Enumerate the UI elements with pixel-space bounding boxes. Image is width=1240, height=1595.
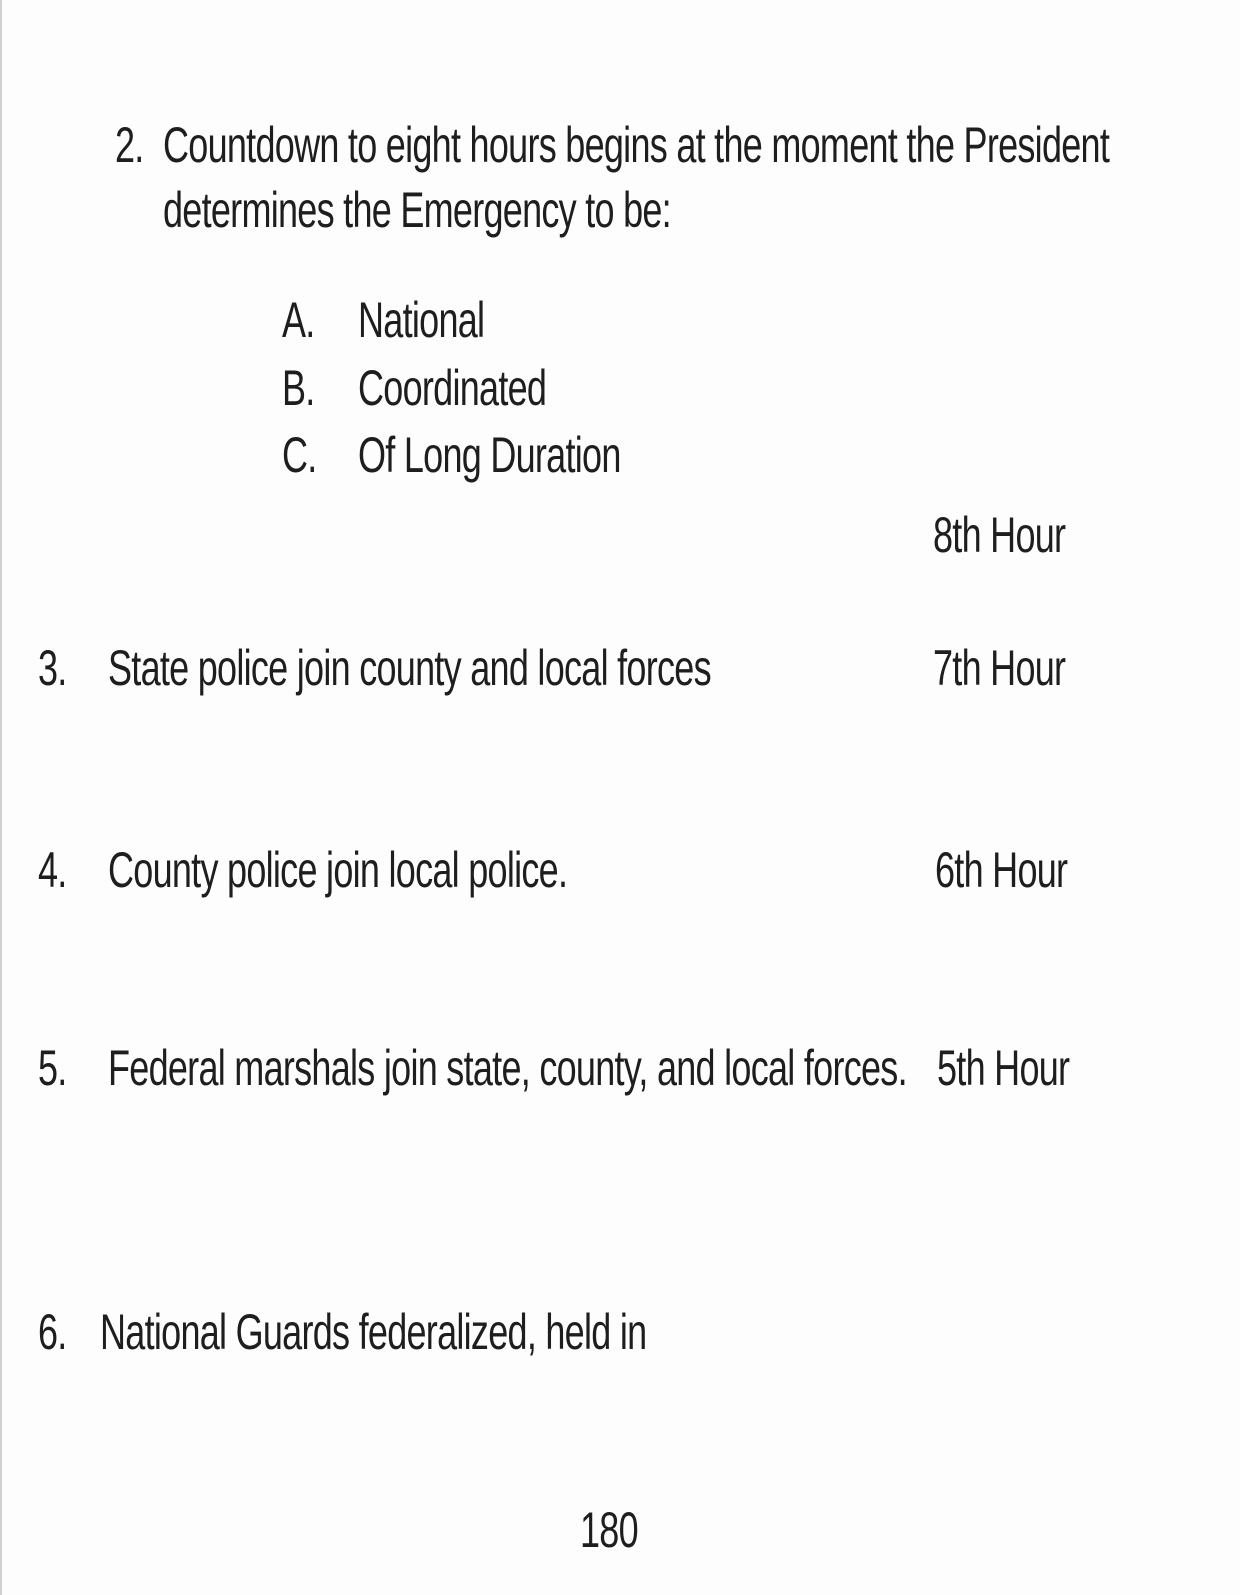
- item-number: 5.: [38, 1040, 67, 1096]
- option-text: National: [358, 292, 485, 348]
- hour-label: 7th Hour: [933, 640, 1066, 696]
- option-letter: A.: [282, 292, 315, 348]
- item-number: 3.: [38, 640, 67, 696]
- item-number: 4.: [38, 842, 67, 898]
- option-letter: B.: [282, 360, 315, 416]
- option-letter: C.: [282, 427, 317, 483]
- item-text: County police join local police.: [108, 842, 568, 898]
- item-2-line1: Countdown to eight hours begins at the moment the President: [163, 117, 1110, 173]
- item-number: 6.: [38, 1304, 67, 1360]
- hour-label: 8th Hour: [933, 507, 1066, 563]
- page-edge: [0, 0, 2, 1595]
- item-2-number: 2.: [115, 117, 144, 173]
- item-text: Federal marshals join state, county, and local forces.: [108, 1040, 907, 1096]
- item-2-line2: determines the Emergency to be:: [163, 182, 671, 238]
- item-text: National Guards federalized, held in: [100, 1304, 647, 1360]
- hour-label: 5th Hour: [937, 1040, 1070, 1096]
- option-text: Coordinated: [358, 360, 547, 416]
- item-text: State police join county and local forces: [108, 640, 711, 696]
- hour-label: 6th Hour: [935, 842, 1068, 898]
- page-number: 180: [580, 1502, 638, 1558]
- option-text: Of Long Duration: [358, 427, 621, 483]
